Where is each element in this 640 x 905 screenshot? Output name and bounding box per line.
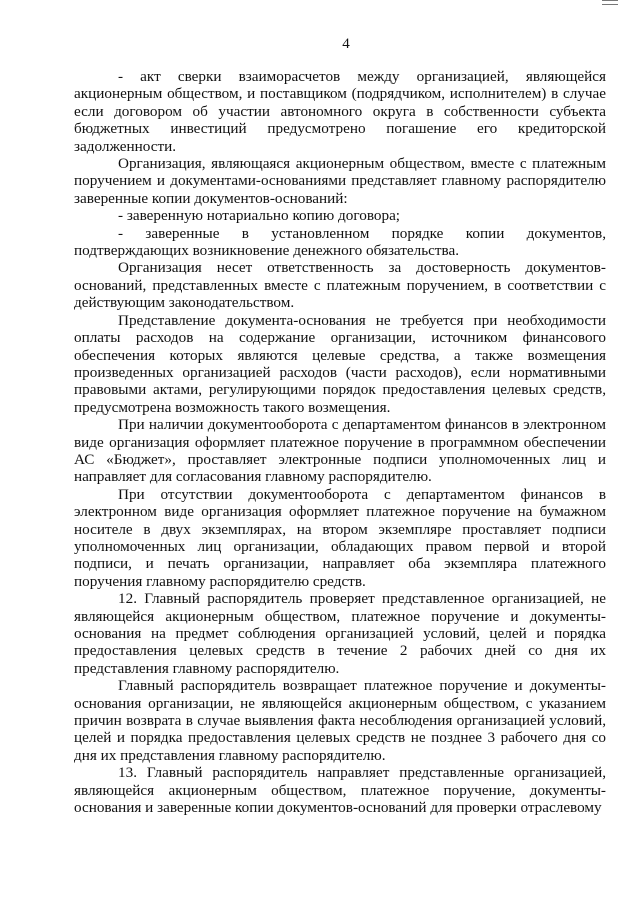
page-number: 4 [342,36,350,52]
scan-edge-mark [602,0,618,5]
paragraph-return-documents: Главный распорядитель возвращает платежное поручение и документы-основания организации, не являющейся акционерным обществом, с указанием причин возврата в случае выявления факта несоблюдения организацией условий, целей и порядка предоставления целевых средств не позднее 3 рабочего дня со дня их представления главному распорядителю. [74,677,606,764]
paragraph-paper-workflow: При отсутствии документооборота с департаментом финансов в электронном виде организация оформляет платежное поручение на бумажном носителе в двух экземплярах, на втором экземпляре проставляет подписи уполномоченных лиц организации, обладающих правом первой и второй подписи, и печать организации, направляет оба экземпляра платежного поручения главному распорядителю средств. [74,485,606,590]
paragraph-section-13: 13. Главный распорядитель направляет представленные организацией, являющейся акционерным обществом, платежное поручение, документы-основания и заверенные копии документов-оснований для проверки отраслевому [74,764,606,817]
paragraph-section-12: 12. Главный распорядитель проверяет представленное организацией, не являющейся акционерным обществом, платежное поручение и документы-основания на предмет соблюдения организацией условий, целей и порядка предоставления целевых средств в течение 2 рабочих дней со дня их представления главному распорядителю. [74,590,606,677]
paragraph-act-reconciliation: - акт сверки взаиморасчетов между организацией, являющейся акционерным обществом, и поставщиком (подрядчиком, исполнителем) в случае если договором об участии автономного округа в собственности субъекта бюджетных инвестиций предусмотрено погашение его кредиторской задолженности. [74,68,606,155]
paragraph-no-document-required: Представление документа-основания не требуется при необходимости оплаты расходов на содержание организации, источником финансового обеспечения которых являются целевые средства, а также возмещения произведенных организацией расходов (части расходов), если нормативными правовыми актами, регулирующими порядок предоставления целевых средств, предусмотрена возможность такого возмещения. [74,311,606,416]
paragraph-electronic-workflow: При наличии документооборота с департаментом финансов в электронном виде организация оформляет платежное поручение в программном обеспечении АС «Бюджет», проставляет электронные подписи уполномоченных лиц и направляет для согласования главному распорядителю. [74,416,606,486]
list-item-notarized-copy: - заверенную нотариально копию договора; [118,207,401,225]
paragraph-certified-copies: Организация, являющаяся акционерным обществом, вместе с платежным поручением и документами-основаниями представляет главному распорядителю заверенные копии документов-оснований: [74,155,606,207]
document-body [74,68,606,816]
list-item-certified-documents: - заверенные в установленном порядке копии документов, подтверждающих возникновение денежного обязательства. [74,224,606,260]
paragraph-responsibility: Организация несет ответственность за достоверность документов-оснований, представленных вместе с платежным поручением, в соответствии с действующим законодательством. [74,259,606,312]
